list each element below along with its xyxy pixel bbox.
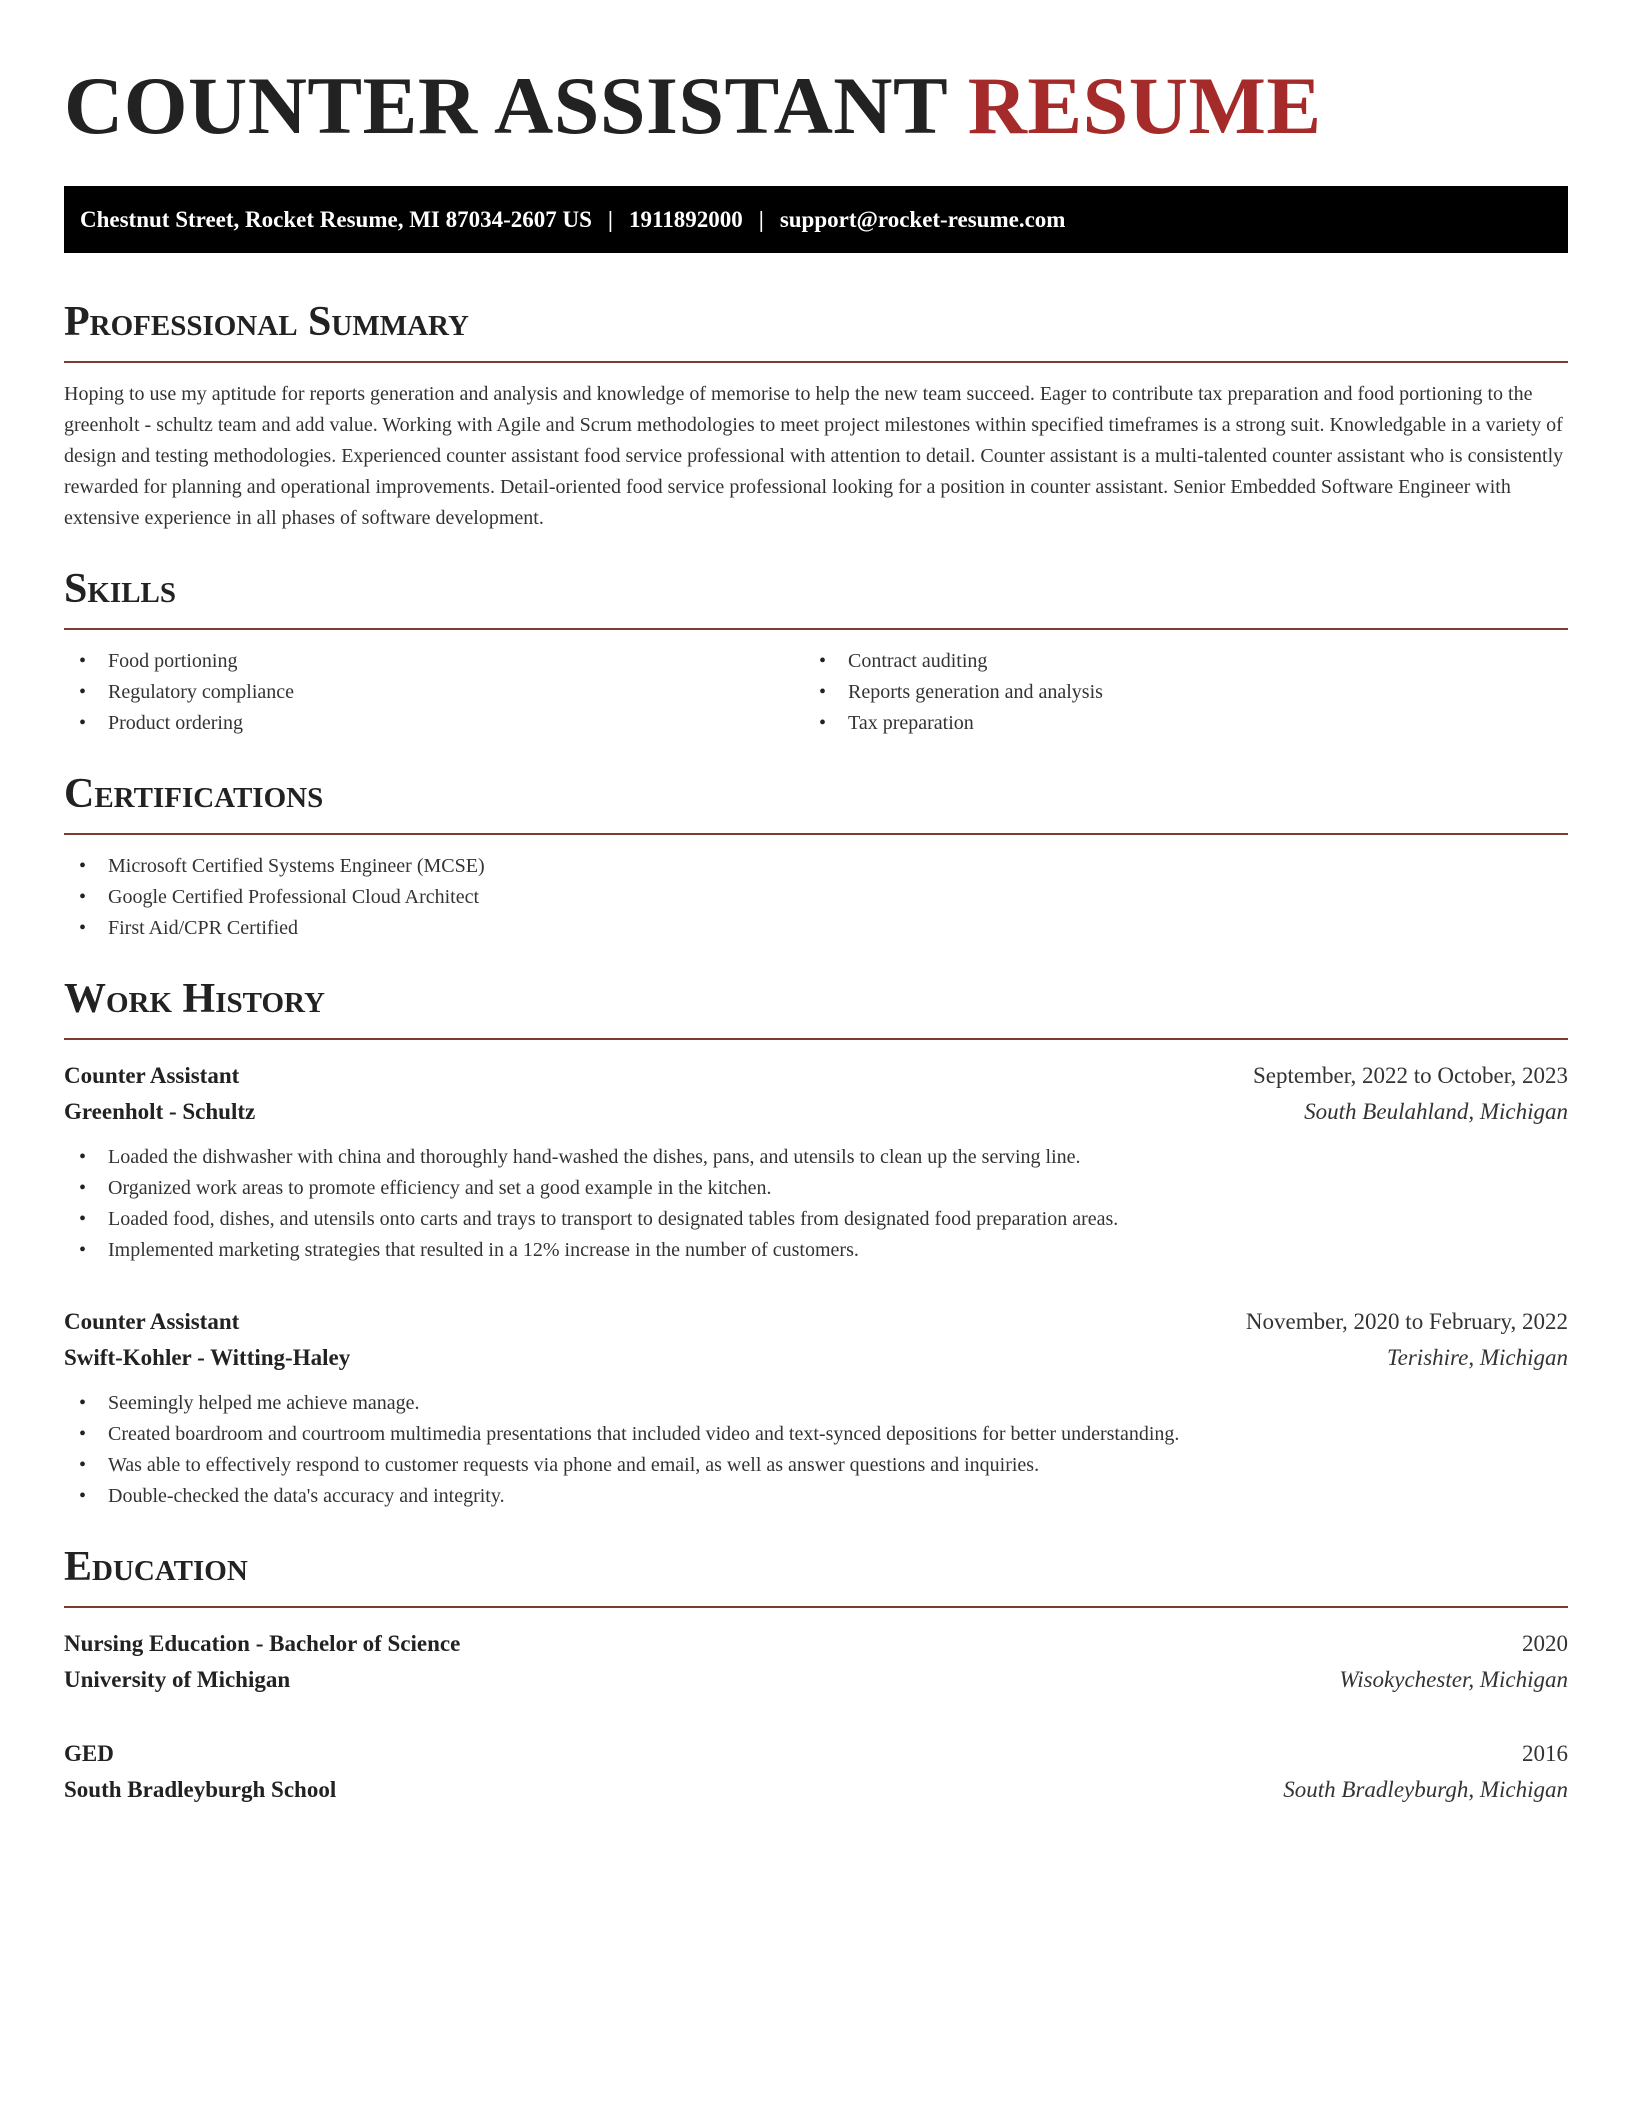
- education-degree: Nursing Education - Bachelor of Science: [64, 1631, 461, 1656]
- skills-section: [64, 564, 1568, 739]
- certification-item: • First Aid/CPR Certified: [64, 913, 1568, 944]
- job-title: Counter Assistant: [64, 1063, 240, 1088]
- education-location: Wisokychester, Michigan: [1339, 1667, 1568, 1692]
- job-location: Terishire, Michigan: [1386, 1345, 1568, 1370]
- skill-item: • Food portioning: [64, 646, 804, 677]
- job-bullet: • Implemented marketing strategies that resulted in a 12% increase in the number of customers.: [64, 1235, 1568, 1266]
- skill-item: • Regulatory compliance: [64, 677, 804, 708]
- education-entry: [64, 1736, 1568, 1808]
- skills-heading: Skills: [64, 564, 1568, 630]
- job-bullet: • Seemingly helped me achieve manage.: [64, 1388, 1568, 1419]
- education-location: South Bradleyburgh, Michigan: [1283, 1777, 1568, 1802]
- job-bullet: • Created boardroom and courtroom multimedia presentations that included video and text-synced depositions for better understanding.: [64, 1419, 1568, 1450]
- resume-page: [64, 0, 1568, 1808]
- job-entry: [64, 1304, 1568, 1512]
- skills-grid: [64, 646, 1568, 739]
- contact-separator: |: [758, 206, 764, 232]
- title-main: COUNTER ASSISTANT: [64, 60, 947, 151]
- contact-separator: |: [607, 206, 613, 232]
- job-entry: [64, 1058, 1568, 1266]
- contact-bar: [64, 186, 1568, 253]
- education-school-row: [64, 1662, 1568, 1698]
- contact-address: Chestnut Street, Rocket Resume, MI 87034-2607 US: [80, 206, 592, 232]
- job-company-row: [64, 1094, 1568, 1130]
- job-company: Greenholt - Schultz: [64, 1099, 256, 1124]
- job-company-row: [64, 1340, 1568, 1376]
- summary-section: [64, 297, 1568, 534]
- certifications-list: [64, 851, 1568, 944]
- education-school-row: [64, 1772, 1568, 1808]
- education-heading: Education: [64, 1542, 1568, 1608]
- job-bullet: • Loaded food, dishes, and utensils onto carts and trays to transport to designated tables from designated food preparation areas.: [64, 1204, 1568, 1235]
- skills-list-right: [804, 646, 1544, 739]
- education-school: University of Michigan: [64, 1667, 291, 1692]
- skill-item: • Reports generation and analysis: [804, 677, 1544, 708]
- job-bullet: • Double-checked the data's accuracy and integrity.: [64, 1481, 1568, 1512]
- summary-text: Hoping to use my aptitude for reports generation and analysis and knowledge of memorise to help the new team succeed. Eager to contribute tax preparation and food portioning to the greenholt - schultz team and add value. Working with Agile and Scrum methodologies to meet project milestones within specified timeframes is a strong suit. Knowledgable in a variety of design and testing methodologies. Experienced counter assistant food service professional with attention to detail. Counter assistant is a multi-talented counter assistant who is consistently rewarded for planning and operational improvements. Detail-oriented food service professional looking for a position in counter assistant. Senior Embedded Software Engineer with extensive experience in all phases of software development.: [64, 383, 1564, 529]
- work-history-heading: Work History: [64, 974, 1568, 1040]
- resume-title: [64, 58, 1568, 154]
- skill-item: • Tax preparation: [804, 708, 1544, 739]
- job-dates: September, 2022 to October, 2023: [1253, 1063, 1568, 1088]
- job-title: Counter Assistant: [64, 1309, 240, 1334]
- job-bullet: • Loaded the dishwasher with china and thoroughly hand-washed the dishes, pans, and utensils to clean up the serving line.: [64, 1142, 1568, 1173]
- contact-phone: 1911892000: [629, 206, 743, 232]
- education-entry: [64, 1626, 1568, 1698]
- work-history-section: [64, 974, 1568, 1512]
- certifications-section: [64, 769, 1568, 944]
- certification-item: • Google Certified Professional Cloud Architect: [64, 882, 1568, 913]
- education-year: 2016: [1522, 1741, 1568, 1766]
- job-bullet: • Organized work areas to promote efficiency and set a good example in the kitchen.: [64, 1173, 1568, 1204]
- title-accent: RESUME: [967, 60, 1322, 151]
- job-bullets: [64, 1388, 1568, 1512]
- education-school: South Bradleyburgh School: [64, 1777, 337, 1802]
- job-title-row: [64, 1304, 1568, 1340]
- education-section: [64, 1542, 1568, 1808]
- job-dates: November, 2020 to February, 2022: [1245, 1309, 1568, 1334]
- summary-heading: Professional Summary: [64, 297, 1568, 363]
- education-year: 2020: [1522, 1631, 1568, 1656]
- job-location: South Beulahland, Michigan: [1304, 1099, 1568, 1124]
- contact-email: support@rocket-resume.com: [779, 206, 1066, 232]
- skills-list-left: [64, 646, 804, 739]
- education-degree-row: [64, 1736, 1568, 1772]
- certification-item: • Microsoft Certified Systems Engineer (MCSE): [64, 851, 1568, 882]
- job-bullets: [64, 1142, 1568, 1266]
- job-bullet: • Was able to effectively respond to customer requests via phone and email, as well as answer questions and inquiries.: [64, 1450, 1568, 1481]
- certifications-heading: Certifications: [64, 769, 1568, 835]
- job-company: Swift-Kohler - Witting-Haley: [64, 1345, 351, 1370]
- job-title-row: [64, 1058, 1568, 1094]
- skill-item: • Product ordering: [64, 708, 804, 739]
- education-degree-row: [64, 1626, 1568, 1662]
- skill-item: • Contract auditing: [804, 646, 1544, 677]
- education-degree: GED: [64, 1741, 114, 1766]
